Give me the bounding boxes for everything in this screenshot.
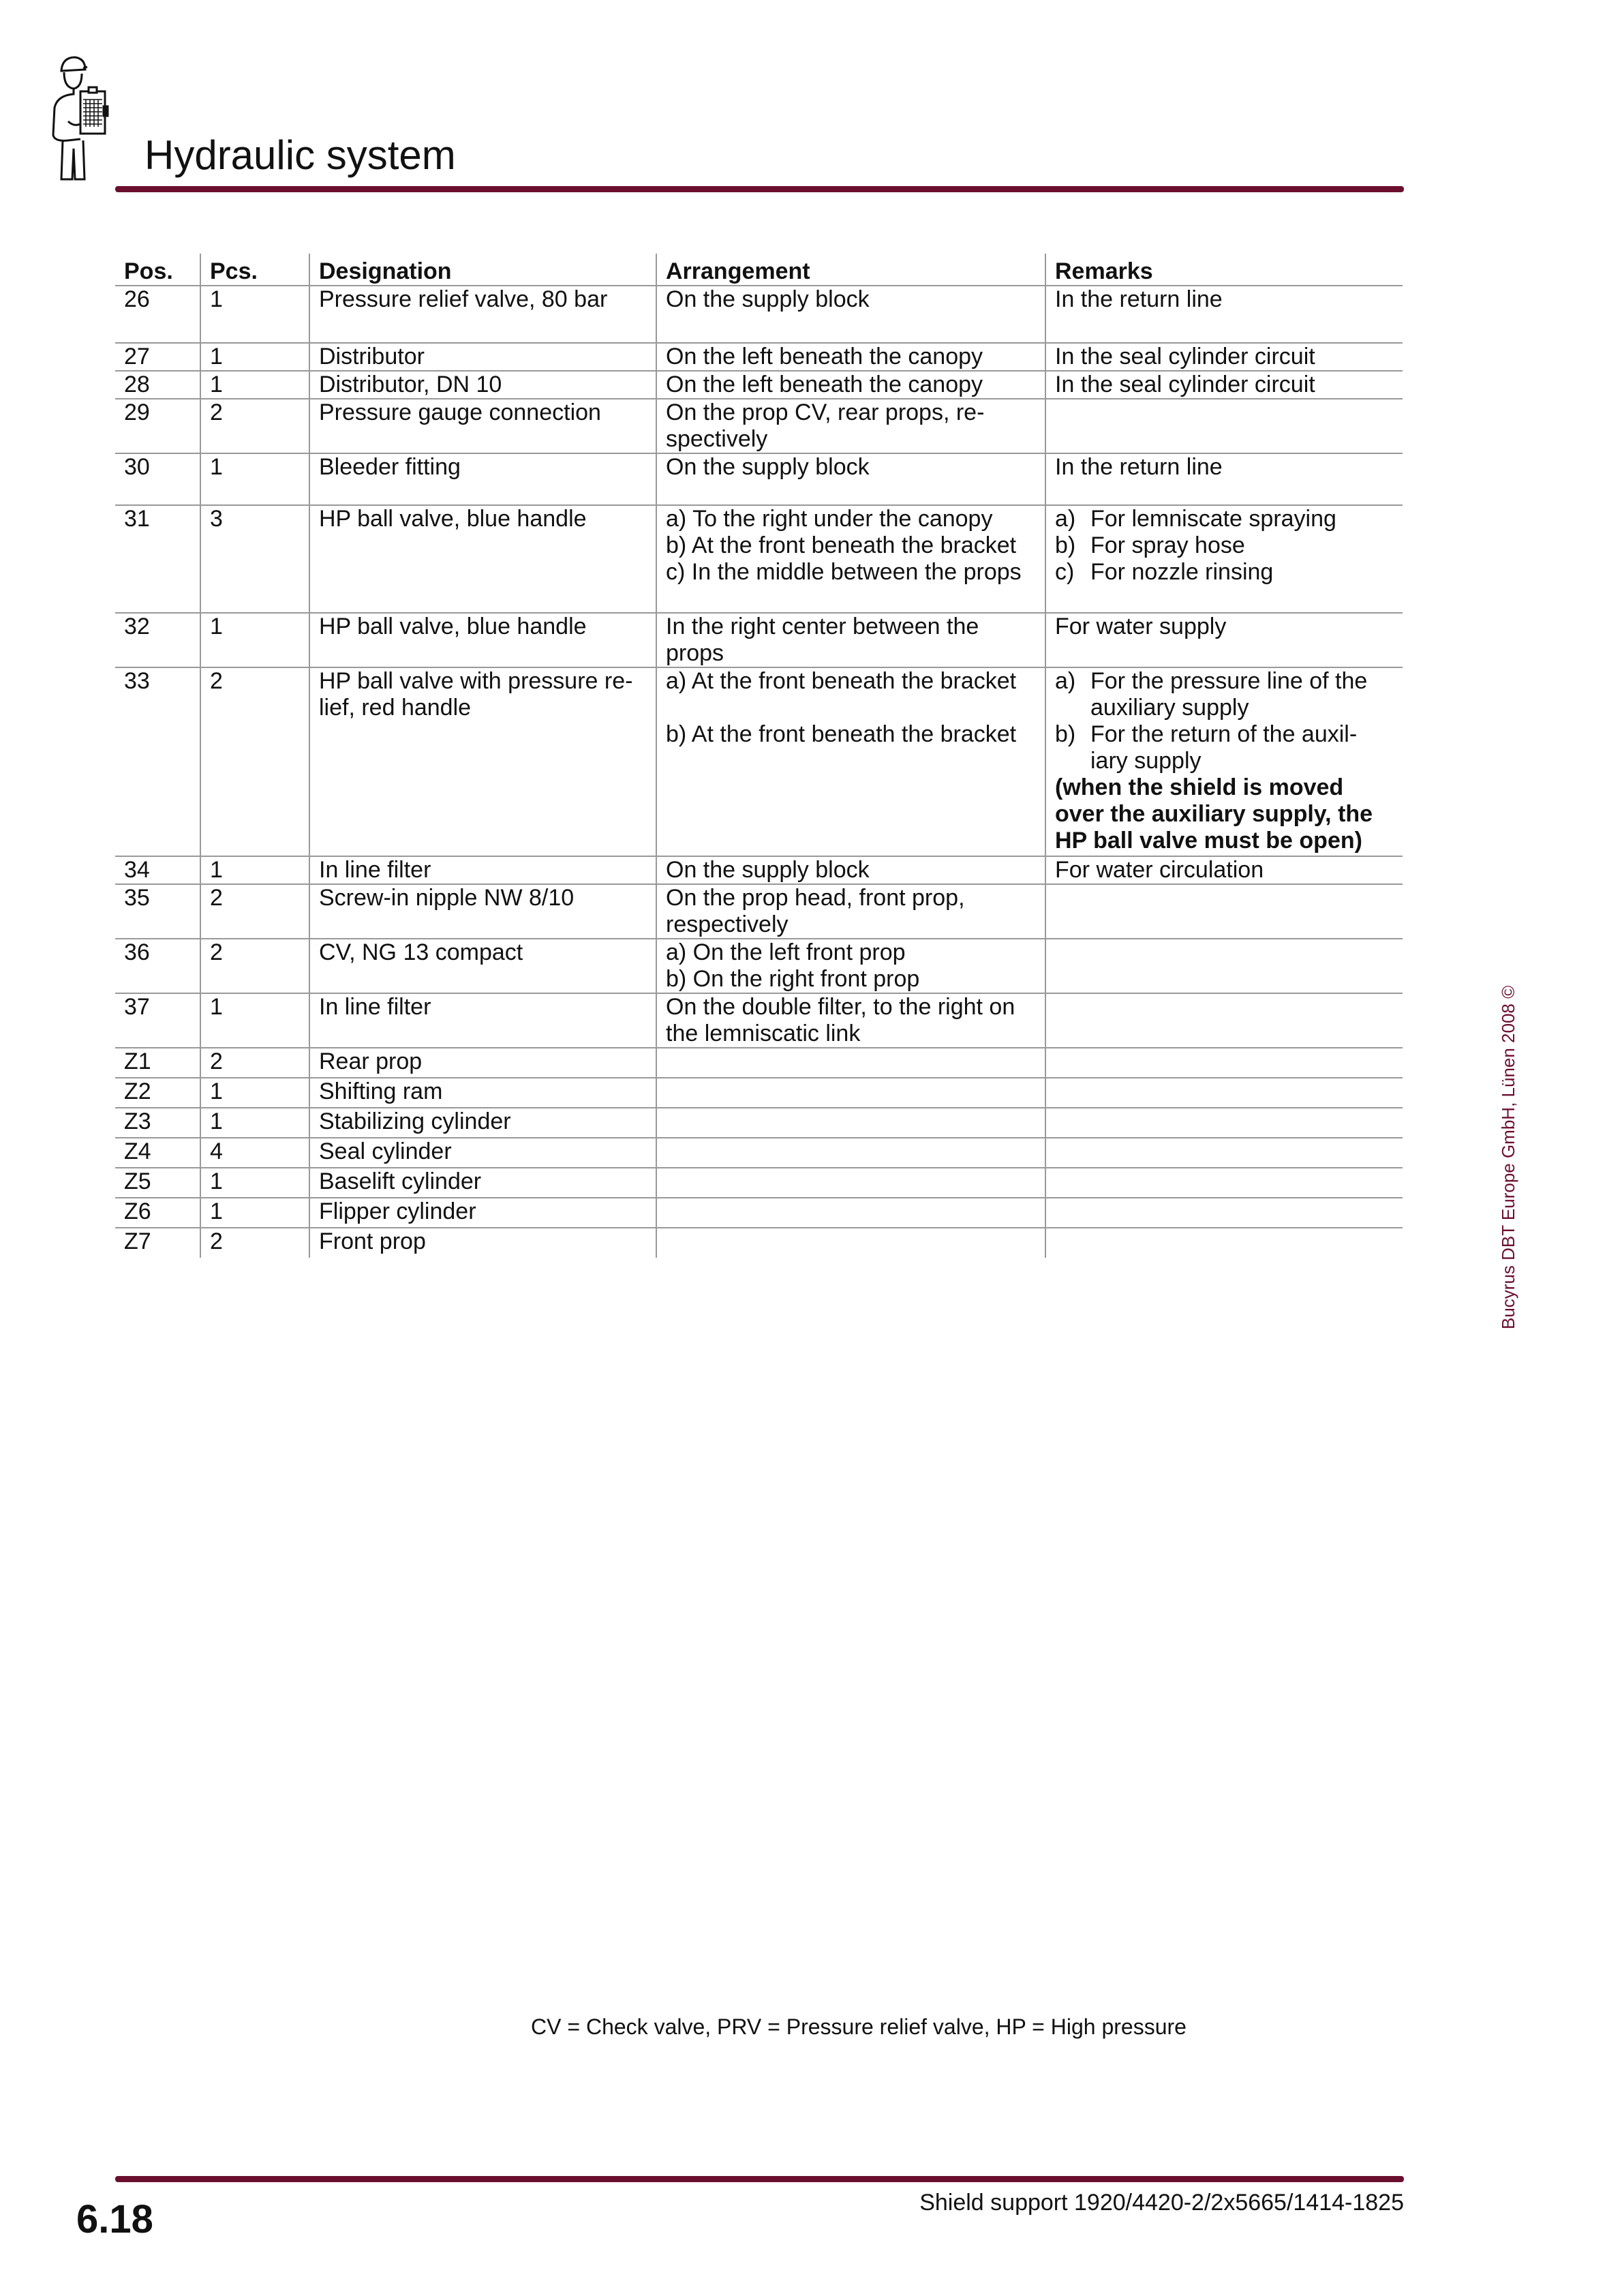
table-row (115, 856, 1403, 884)
designation-line: Stabilizing cylinder (319, 1108, 511, 1134)
remark-warning-line: over the auxiliary supply, the (1055, 801, 1373, 827)
cell-pcs: 1 (200, 993, 309, 1048)
arrangement-line: respectively (666, 911, 789, 937)
cell-designation (309, 1198, 656, 1228)
cell-pcs: 2 (200, 1228, 309, 1258)
arrangement-line: c) In the middle between the props (666, 559, 1022, 585)
cell-pcs: 1 (200, 1168, 309, 1198)
remark-marker: b) (1055, 721, 1076, 747)
arrangement-line: In the right center between the (666, 614, 979, 639)
table-row (115, 993, 1403, 1048)
cell-arrangement (656, 343, 1045, 371)
cell-arrangement (656, 993, 1045, 1048)
cell-designation (309, 856, 656, 884)
cell-remarks (1045, 1108, 1403, 1138)
cell-arrangement (656, 505, 1045, 613)
cell-pos: Z2 (115, 1078, 200, 1108)
designation-line: Pressure gauge connection (319, 399, 601, 425)
cell-designation (309, 399, 656, 453)
designation-line: Distributor, DN 10 (319, 372, 502, 397)
cell-designation (309, 505, 656, 613)
remark-line: In the return line (1055, 286, 1223, 312)
cell-designation (309, 453, 656, 505)
cell-arrangement (656, 1048, 1045, 1078)
cell-remarks (1045, 1228, 1403, 1258)
remark-line: In the return line (1055, 454, 1223, 480)
remark-text (1090, 721, 1357, 774)
table-row (115, 1198, 1403, 1228)
cell-pcs: 2 (200, 1048, 309, 1078)
designation-line: Seal cylinder (319, 1138, 452, 1164)
table-row (115, 1138, 1403, 1168)
remark-line: For the pressure line of the (1090, 668, 1368, 694)
designation-line: CV, NG 13 compact (319, 939, 523, 965)
cell-pos: Z7 (124, 1228, 151, 1254)
arrangement-line: props (666, 640, 724, 666)
cell-pcs: 1 (200, 343, 309, 371)
cell-remarks (1045, 371, 1403, 399)
cell-pos: Z3 (115, 1108, 200, 1138)
cell-remarks (1045, 884, 1403, 939)
footer-rule (115, 2176, 1404, 2182)
cell-arrangement (656, 1198, 1045, 1228)
cell-designation (309, 993, 656, 1048)
remark-line: For water supply (1055, 614, 1227, 639)
remark-marker: c) (1055, 559, 1075, 585)
cell-pcs: 4 (200, 1138, 309, 1168)
cell-arrangement (656, 856, 1045, 884)
remark-item (1055, 721, 1403, 774)
remark-text (1090, 559, 1273, 586)
designation-line: Front prop (319, 1228, 426, 1254)
cell-remarks (1045, 613, 1403, 667)
cell-remarks (1045, 939, 1403, 993)
cell-pos: Z6 (115, 1198, 200, 1228)
remark-text (1090, 506, 1336, 532)
cell-designation (309, 884, 656, 939)
cell-designation (309, 1048, 656, 1078)
arrangement-line: the lemniscatic link (666, 1021, 861, 1046)
cell-remarks (1045, 1048, 1403, 1078)
remark-marker: a) (1055, 668, 1076, 694)
cell-designation (309, 939, 656, 993)
designation-line: HP ball valve, blue handle (319, 506, 587, 532)
table-row (115, 667, 1403, 856)
remark-line: For water circulation (1055, 857, 1264, 883)
cell-arrangement (656, 286, 1045, 343)
table-row (115, 1168, 1403, 1198)
cell-remarks (1045, 453, 1403, 505)
column-header-remarks: Remarks (1045, 254, 1403, 286)
cell-pos: 33 (115, 667, 200, 856)
cell-designation (309, 1168, 656, 1198)
arrangement-line: a) At the front beneath the bracket (666, 668, 1017, 694)
designation-line: Rear prop (319, 1048, 423, 1074)
cell-pcs: 2 (200, 884, 309, 939)
header-rule (115, 186, 1404, 192)
cell-pos: Z1 (115, 1048, 200, 1078)
remark-item (1055, 506, 1403, 532)
cell-remarks (1045, 993, 1403, 1048)
arrangement-line: b) At the front beneath the bracket (666, 532, 1017, 558)
cell-pcs: 2 (200, 939, 309, 993)
cell-pcs: 1 (200, 1198, 309, 1228)
table-row (115, 343, 1403, 371)
cell-arrangement (656, 1078, 1045, 1108)
arrangement-line: On the supply block (666, 857, 870, 883)
abbreviation-note: CV = Check valve, PRV = Pressure relief valve, HP = High pressure (531, 2014, 1187, 2039)
cell-arrangement (656, 1108, 1045, 1138)
column-header-designation: Designation (309, 254, 656, 286)
cell-remarks (1045, 1078, 1403, 1108)
remark-item (1055, 559, 1403, 586)
designation-line: Flipper cylinder (319, 1198, 476, 1224)
document-id: Shield support 1920/4420-2/2x5665/1414-1825 (919, 2190, 1404, 2216)
arrangement-line (666, 695, 1045, 721)
column-header-pos: Pos. (115, 254, 200, 286)
table-row (115, 399, 1403, 453)
designation-line: In line filter (319, 857, 431, 883)
cell-designation (309, 286, 656, 343)
column-header-pcs: Pcs. (200, 254, 309, 286)
cell-pos: 27 (115, 343, 200, 371)
designation-line: Screw-in nipple NW 8/10 (319, 885, 575, 911)
cell-designation (309, 371, 656, 399)
remark-marker: b) (1055, 532, 1076, 558)
cell-remarks (1045, 505, 1403, 613)
cell-arrangement (656, 1168, 1045, 1198)
cell-pcs: 1 (200, 1108, 309, 1138)
designation-line: HP ball valve, blue handle (319, 614, 587, 639)
page-number: 6.18 (76, 2197, 153, 2241)
remark-warning-line: (when the shield is moved (1055, 774, 1344, 800)
cell-designation (309, 1228, 656, 1258)
cell-arrangement (656, 399, 1045, 453)
table-row (115, 371, 1403, 399)
cell-arrangement (656, 939, 1045, 993)
remark-line: For the return of the auxil- (1090, 721, 1358, 747)
cell-designation (309, 1108, 656, 1138)
table-row (115, 505, 1403, 613)
table-header-row (115, 254, 1403, 286)
remark-warning-line: HP ball valve must be open) (1055, 828, 1362, 854)
arrangement-line: a) To the right under the canopy (666, 506, 993, 532)
designation-line: Shifting ram (319, 1078, 443, 1104)
arrangement-line: spectively (666, 426, 768, 452)
table-row (115, 1108, 1403, 1138)
table-row (115, 1228, 1403, 1258)
cell-remarks (1045, 286, 1403, 343)
column-header-arrangement: Arrangement (656, 254, 1045, 286)
cell-remarks (1045, 1168, 1403, 1198)
cell-pos: 29 (115, 399, 200, 453)
parts-table (115, 254, 1403, 1258)
table-row (115, 286, 1403, 343)
table-row (115, 939, 1403, 993)
cell-arrangement (656, 371, 1045, 399)
cell-arrangement (656, 667, 1045, 856)
cell-pos: Z4 (115, 1138, 200, 1168)
designation-line: Distributor (319, 344, 425, 369)
arrangement-line: a) On the left front prop (666, 939, 906, 965)
cell-pcs: 2 (200, 667, 309, 856)
arrangement-line: b) On the right front prop (666, 966, 920, 992)
cell-designation (309, 1138, 656, 1168)
remark-line: auxiliary supply (1090, 695, 1249, 721)
cell-remarks (1045, 856, 1403, 884)
cell-arrangement (656, 613, 1045, 667)
remark-item (1055, 532, 1403, 559)
cell-pcs: 3 (200, 505, 309, 613)
arrangement-line: On the prop head, front prop, (666, 885, 965, 911)
cell-remarks (1045, 343, 1403, 371)
remark-line: For spray hose (1090, 532, 1245, 558)
designation-line: In line filter (319, 994, 431, 1020)
copyright-notice: Bucyrus DBT Europe GmbH, Lünen 2008 © (1498, 985, 1518, 1329)
remark-line: For nozzle rinsing (1090, 559, 1274, 585)
cell-pcs: 1 (200, 453, 309, 505)
remark-text (1090, 668, 1367, 721)
remark-item (1055, 668, 1403, 721)
cell-designation (309, 667, 656, 856)
table-row (115, 884, 1403, 939)
cell-arrangement (656, 1228, 1045, 1258)
cell-designation (309, 613, 656, 667)
cell-pcs: 1 (200, 613, 309, 667)
designation-line: Pressure relief valve, 80 bar (319, 286, 608, 312)
cell-pos: 37 (115, 993, 200, 1048)
worker-with-clipboard-icon (48, 53, 136, 183)
cell-pos: 26 (115, 286, 200, 343)
cell-arrangement (656, 1138, 1045, 1168)
remark-line: In the seal cylinder circuit (1055, 344, 1315, 369)
cell-designation (309, 343, 656, 371)
arrangement-line: On the supply block (666, 286, 870, 312)
cell-pcs: 1 (200, 856, 309, 884)
table-row (115, 1078, 1403, 1108)
arrangement-line: On the left beneath the canopy (666, 344, 983, 369)
table-row (115, 453, 1403, 505)
cell-pos: 35 (115, 884, 200, 939)
arrangement-line: On the double filter, to the right on (666, 994, 1015, 1020)
remark-line: For lemniscate spraying (1090, 506, 1336, 532)
designation-line: Bleeder fitting (319, 454, 461, 480)
cell-pcs: 1 (200, 371, 309, 399)
cell-remarks (1045, 399, 1403, 453)
cell-pos: 31 (115, 505, 200, 613)
cell-pcs: 1 (200, 1078, 309, 1108)
arrangement-line: On the left beneath the canopy (666, 372, 983, 397)
table-row (115, 613, 1403, 667)
cell-designation (309, 1078, 656, 1108)
designation-line: Baselift cylinder (319, 1168, 482, 1194)
cell-pos: 30 (115, 453, 200, 505)
page-title: Hydraulic system (144, 132, 456, 178)
designation-line: lief, red handle (319, 695, 472, 721)
cell-pcs: 2 (200, 399, 309, 453)
cell-remarks (1045, 667, 1403, 856)
cell-arrangement (656, 884, 1045, 939)
arrangement-line: On the supply block (666, 454, 870, 480)
remark-line: iary supply (1090, 748, 1202, 774)
cell-pcs: 1 (200, 286, 309, 343)
designation-line: HP ball valve with pressure re- (319, 668, 633, 694)
cell-pos: 36 (115, 939, 200, 993)
cell-pos: 28 (115, 371, 200, 399)
cell-arrangement (656, 453, 1045, 505)
table-row (115, 1048, 1403, 1078)
remark-text (1090, 532, 1245, 559)
arrangement-line: On the prop CV, rear props, re- (666, 399, 985, 425)
cell-remarks (1045, 1138, 1403, 1168)
cell-pos: 34 (115, 856, 200, 884)
cell-pos: Z5 (115, 1168, 200, 1198)
remark-line: In the seal cylinder circuit (1055, 372, 1315, 397)
remark-marker: a) (1055, 506, 1076, 532)
cell-remarks (1045, 1198, 1403, 1228)
arrangement-line: b) At the front beneath the bracket (666, 721, 1017, 747)
cell-pos: 32 (115, 613, 200, 667)
